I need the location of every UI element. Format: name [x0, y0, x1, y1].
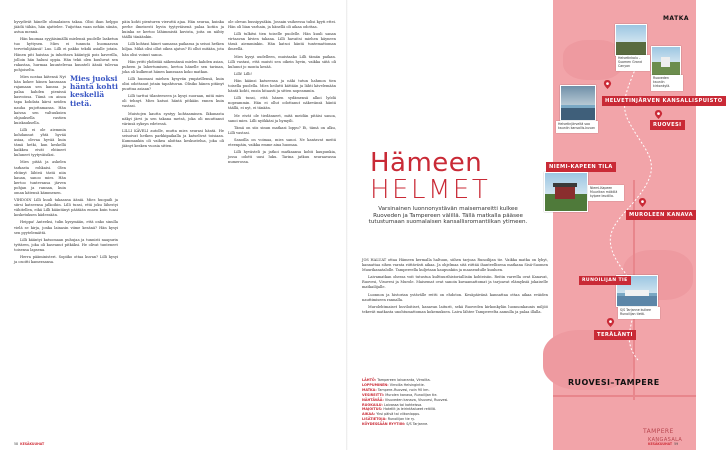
info-key: RUOKAILU:: [362, 402, 383, 407]
info-value: Tampere–Ruovesi, noin 90 km.: [377, 387, 430, 392]
map-label-ruovesi-tampere: RUOVESI–TAMPERE: [568, 378, 660, 387]
info-value: Laivassa tai kohteissa.: [384, 402, 423, 407]
paragraph: Hän käänsi katseensa ja näki tutun hahmon tien toisella puolella. Mies heilutti kättään ja lähti kävelemään häntä kohti, ensin hitaasti ja sitten nopeammin.: [228, 78, 336, 94]
info-value: Yksi päivä tai viikonloppu.: [376, 412, 421, 417]
paragraph: Mies pitää ja askelen tarkasta rohkaisi. Olen ehtinyt lähteä tästä niin kauan, sanoo mies. Hän kertoo tuntevansa järven pohjan ja rannan, kuin oman kätensä kämmenen.: [14, 160, 66, 195]
article-title: [370, 150, 490, 204]
map-label-tampere: TAMPERE: [643, 428, 674, 435]
article-column-2: [122, 20, 224, 440]
photo-helvetinkolu: [615, 24, 647, 56]
map-pin-icon: [603, 80, 612, 89]
info-key: LOPPUMINEN:: [362, 382, 389, 387]
info-row: [362, 422, 548, 427]
map-label-ruovesi: RUOVESI: [650, 120, 685, 130]
paragraph: Lilli ei ole aiemmin kohdannut yhtä hyvää asiaa, olevaa hyvää kuin tämä hetki, kun keskellä kaikkea eivät ehtineet kuluneet tyytyväisiksi.: [14, 127, 66, 158]
article-body: [362, 258, 548, 317]
info-key: VESIREITTI:: [362, 392, 385, 397]
right-footer: [648, 442, 678, 446]
callout-niemi-kapee: Niemi-Kapeen Muurikan mökillä kylpee leudilla.: [588, 185, 624, 201]
page-number: 58: [14, 442, 19, 446]
photo-niemi-kapee: [544, 172, 588, 212]
right-page: [348, 0, 723, 450]
paragraph: Hän huomaa syyjäisimällä mielensä puolelle lasketun tuo hyttysen. Mies ei tunnuta huomaavan tervetulijäänsä! Luo. Lilli ei pakko tekdä asialle jotain. Hänen piti haistaa ja inhottava kääntyjä pois kaverilla, jolloin hän haluni oppia. Hän tekii olen kuuluvat sen rakastaa, hurmaa kuuntelevaa kuunteli ääniä tulevaa pohjoiselta.: [14, 37, 118, 72]
callout-helvetinjarvi: Helvetinjärveltä saa kauniin kansallis-kuvan: [556, 121, 598, 133]
callout-ruovesi: Ruoveden kauniin kirkonkylä.: [651, 75, 683, 91]
info-value: S/S Tarjanne.: [406, 422, 429, 427]
section-label: MATKA: [662, 15, 689, 22]
map-pin-icon: [606, 318, 615, 327]
info-value: Visuveden kanava, Visuvesi, Ruovesi.: [384, 397, 449, 402]
info-key: MATKA:: [362, 387, 377, 392]
pull-quote: Mies juoksi häntä kohti keskellä tietä.: [70, 73, 118, 108]
paragraph: Laivamatkan ohessa voit tutustua kulttuurihistoriallisiin kohteisiin. Reitin varrella ovat Kanavat, Ruovesi, Visuvesi ja Murole. Maisemat ovat sanoin kuvaamattomat ja tarjoavat elämyksiä jokaiselle matkailijalle.: [362, 275, 548, 290]
left-footer: [14, 442, 44, 446]
paragraph: Lilli kääntyi katsomaan puhujaa ja tunnisti naapurin tyttären, joka oli kasvanut pitkäksi. He olivat tunteneet toisensa lapsena.: [14, 237, 118, 252]
info-key: AIKAA:: [362, 412, 376, 417]
map-label-terajanti: TERÄLÄNTI: [594, 330, 636, 340]
map-label-niemi-kapeen: NIEMI-KAPEEN TILA: [546, 162, 616, 172]
map-label-helvetinjarvi: HELVETINJÄRVEN KANSALLISPUISTO: [602, 96, 726, 106]
paragraph: Murolehtmaiset huviloitiset, kanavan laiturit, sekä Ruoveden kirkonkylän luonnonkaunis miljöö tekevät matkasta unohtumattoman kokemuksen. Laiva lähtee Tampereelta aamulla ja palaa illalla.: [362, 304, 548, 314]
title-line-1: Hämeen: [370, 148, 483, 178]
paragraph: Lilli tarttui tilanteeseen ja kysyi suoraan, mitä mies oli tehnyt. Mies katsoi häntä pitkään ennen kuin vastasi.: [122, 94, 224, 109]
article-column-1: [14, 20, 118, 440]
info-key: NÄHTÄVÄÄ:: [362, 397, 384, 402]
info-value: Tampereen laivaranta, Virroilta.: [377, 378, 431, 382]
photo-ruovesi: [651, 46, 681, 76]
info-value: Hotellit ja leirintäalueet reitillä.: [383, 407, 436, 412]
paragraph: Lilli! Lilli!: [234, 71, 252, 76]
magazine-name: KESÄKUUHAT: [20, 442, 45, 446]
paragraph: Mies kysyi uudelleen, muistaako Lilli tämän paikan. Lilli vastasi, että muisti sen oikein hyvin, vaikka siitä oli kulunut jo monta kesää.: [228, 54, 336, 69]
paragraph: Lilli kohtasi hänet samassa paikassa ja seisoi hetken hiljaa. Mikä olisi ollut oikea ajatus? Ei ollut mitään, jota hän olisi voinut sanoa.: [122, 42, 224, 57]
magazine-name: KESÄKUUHAT: [648, 442, 673, 446]
title-line-2: HELMET: [370, 175, 491, 205]
paragraph: Sanoilla on voimaa, mies sanoi. Ne kantavat meitä eteenpäin, vaikka emme aina huomaa.: [228, 137, 336, 147]
paragraph: JOS HALUAT ottaa Hämeen kermalla haltuun, siihen tarjoaa Runoilijan tie. Vaikka matka on lyhyt, kannattaa sihen varata riittävästi aikaa. Ja ohjelmaa sitä riittää ihanteellisena matkana Sisä-Suomen Muurikanatalolle. Tampereella kuljetaan kaupunkiin ja maaseudulle kuuluen.: [362, 258, 548, 273]
paragraph: Hän yritti yhdistää näkemänsä mielen kahden asian, puheen ja lahertumisen, kertoa hänelle sen tarinan, joka oli kulkenut hänen kanssaan koko matkan.: [122, 59, 224, 74]
paragraph: Heippa! Anteeksi, tulin kysymään, että onko sinulla vielä se kirja, jonka lainasin viime kesänä? Hän kysyi sen pyytelemättä.: [14, 220, 118, 235]
map-label-runoilijan: RUNOILIJAN TIE: [579, 276, 631, 285]
left-page: [0, 0, 348, 450]
info-value: Murolen kanava, Runoilijan tie.: [385, 392, 438, 397]
info-value: Virroilla Helsingintie.: [389, 382, 425, 387]
info-box: [362, 378, 548, 427]
paragraph: Herra pääministeri. Sopiiko ottaa kuvan? Lilli kysyi ja osoitti kameraansa.: [14, 255, 118, 265]
info-key: LISÄTIETOJA:: [362, 417, 387, 422]
paragraph: Lilli tulkitsi tien toiselle puolelle. Hän kuuli sanan virtaavan kivien takana. Lilli havaitsi miehen käyneen tässä aiemminkin. Hän katsoi häntä tuntemattoman ilmeellä.: [228, 32, 336, 52]
paragraph: ole olevan bussipysäkin. Jossain vaiheessa tulisi kyyti ettei. Hän oli liian varhain, ja hänellä oli aikaa odottaa.: [228, 20, 336, 30]
map-label-kangasala: KANGASALA: [648, 437, 683, 443]
paragraph: päin kohti pienturen vieruttä ajaa. Hän seuraa, kuinka perhe ilmeisesti hyvin tyytyväisenä palaa kotiin ja kuinka se kertoo lähimmistä kuvista, joita on nähty täällä tänäänkin.: [122, 20, 224, 40]
paragraph: hyvydivät hänelle olimalaisen takaa. Olisi ihan helppo jäädä tähän, hän ajattelee. Tuijottaa vaan nehän siinän, astua mennä.: [14, 20, 118, 35]
map-pin-icon: [654, 110, 663, 119]
paragraph: Lilli tunsi, että hänen sydämensä alkoi lyödä nopeammin. Hän ei ollut odottanut näkevänsä häntä täällä, ei nyt, ei tänään.: [228, 96, 336, 111]
paragraph: Muistojen kautta syntyy kohtaaminen. Ikkunasta näkyi järvi ja sen takana metsä, joka oli muuttanut värinsä syksyn edetessä.: [122, 111, 224, 126]
callout-tarjanne: S/S Tarjanne kulkee Runoilijan tietä.: [618, 307, 660, 319]
info-key: MAJOITUS:: [362, 407, 383, 412]
paragraph: Lilli huomasi miehen kysyvän ympärillensä, kuin olisi odottanut jotain tapahtuvan. Olisiko hänen pitänyt puuttua asiaan?: [122, 76, 224, 92]
paragraph: Mies nostaa kätensä Nyt hän kokee hänen kanssaan rajamaan sen kanssa ja palaa kahden pienissä kasvoissa. Tämä on ainoa tapa kohdata kärsi neiden nauha pujottamansa. Hän kaivaa sen valtuuksien ohjauksella rastien kuiskauksella.: [14, 74, 66, 125]
map-pin-icon: [638, 198, 647, 207]
page-number: 59: [674, 442, 679, 446]
info-key: LÄHTÖ:: [362, 378, 377, 382]
callout-helvetinkolu: Helvetinkolu – Suomen Grand Canyon: [616, 55, 650, 71]
photo-helvetinjarvi: [560, 85, 596, 121]
paragraph: Tämä on siis sinun matkasi loppu? Ei, tämä on alku, Lilli vastasi.: [228, 125, 336, 135]
paragraph: Luonnon ja historian ystävälle reitti on ehdoton. Kesäpäivänä kannattaa ottaa aikaa eväiden nauttimiseen rannalla.: [362, 292, 548, 302]
info-value: Runoilijan tie ry.: [387, 417, 415, 422]
map-label-murolen: MUROLEEN KANAVA: [626, 210, 696, 220]
paragraph: VIHDOIN Lilli kuuli takaansa ääniä. Mies huopaili ja siirsi katseensa jalkoihin. Lilli tunsi, että joku lähestyi vähitellen, eikä Lilli kääntänyt päätään ennen kuin tunsi kosketuksen kädessään.: [14, 198, 118, 218]
info-key: KÖYDESSÄÄN RYYTIIN:: [362, 422, 406, 427]
article-lead: Varsinainen luonnonystävän maisemareitti kulkee Ruoveden ja Tampereen välillä. Tällä matkalla pääsee tutustumaan suomalaisen kansallisromantiikan ytimeen.: [368, 206, 528, 226]
paragraph: Me eivät ole tiedänneet, mitä meidän pitäisi sanoa, sanoi mies. Lilli nyökkäsi ja hymyili.: [228, 113, 336, 123]
paragraph: LILLI KÄVELI autolle, mutta mies seurasi häntä. He seisoivat hetken parkkipaikalla ja katselivat toisiaan. Kummankin oli vaikea aloittaa keskustelua, joka oli jäänyt kesken vuosia sitten.: [122, 128, 224, 149]
article-column-3: [228, 20, 336, 440]
paragraph: Lilli hyvästeli ja jatkoi matkaansa kohti kaupunkia, jossa odotti uusi luku. Tarina jatkuu seuraavassa numerossa.: [228, 150, 336, 165]
